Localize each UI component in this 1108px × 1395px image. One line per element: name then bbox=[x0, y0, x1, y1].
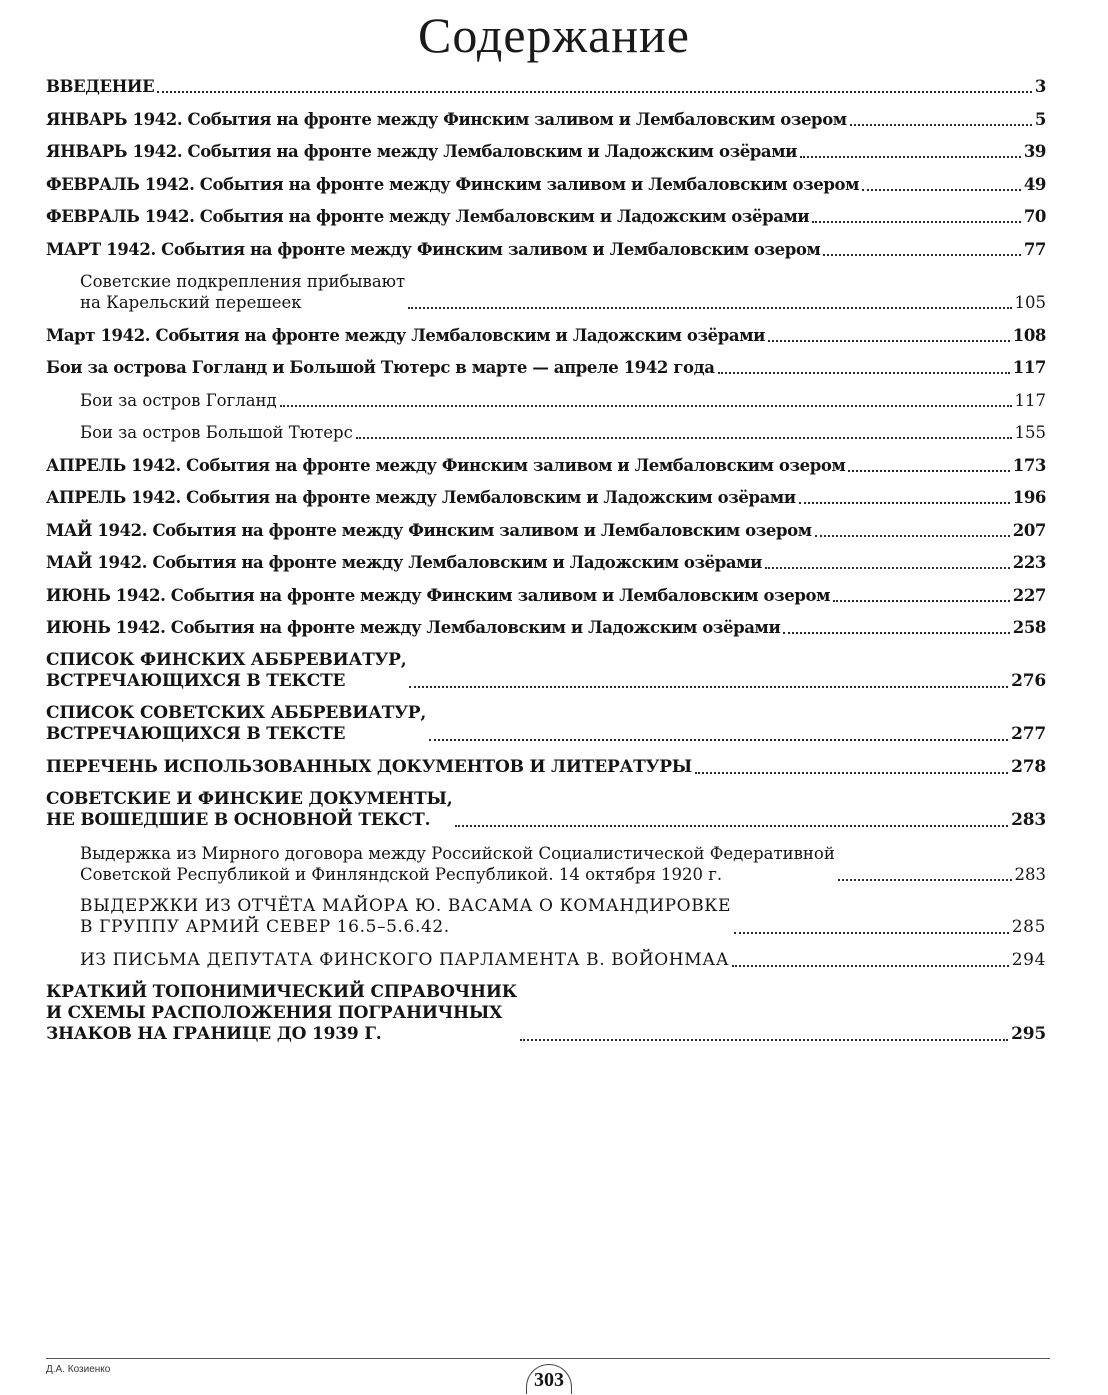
toc-entry-title-line: НЕ ВОШЕДШИЕ В ОСНОВНОЙ ТЕКСТ. bbox=[46, 810, 431, 830]
toc-entry-title-line: на Карельский перешеек bbox=[80, 293, 302, 312]
dot-leader bbox=[280, 405, 1012, 407]
toc-entry-page: 207 bbox=[1012, 520, 1046, 540]
toc-entry-title bbox=[46, 617, 780, 638]
toc-entry-title-line: Бои за остров Гогланд bbox=[80, 390, 277, 410]
toc-entry-title-line: МАРТ 1942. События на фронте между Финским заливом и Лембаловским озером bbox=[46, 239, 821, 259]
toc-entry-title bbox=[46, 552, 762, 573]
dot-leader bbox=[718, 372, 1010, 374]
toc-entry-title bbox=[46, 520, 812, 541]
toc-entry-title bbox=[46, 703, 426, 745]
toc-entry-title-line: СОВЕТСКИЕ И ФИНСКИЕ ДОКУМЕНТЫ, bbox=[46, 789, 453, 809]
toc-entry bbox=[46, 520, 1046, 541]
toc-entry bbox=[46, 617, 1046, 638]
toc-entry-title-line: ЯНВАРЬ 1942. События на фронте между Финским заливом и Лембаловским озером bbox=[46, 109, 847, 129]
footer-author: Д.А. Козиенко bbox=[46, 1364, 111, 1375]
toc-entry-title-line: ИЮНЬ 1942. События на фронте между Лембаловским и Ладожским озёрами bbox=[46, 618, 781, 637]
toc-entry-page: 258 bbox=[1012, 618, 1046, 637]
toc-entry-page: 173 bbox=[1012, 455, 1046, 475]
footer-rule bbox=[46, 1358, 1050, 1359]
toc-entry-page: 276 bbox=[1011, 670, 1046, 691]
dot-leader bbox=[157, 91, 1032, 93]
toc-entry-title-line: АПРЕЛЬ 1942. События на фронте между Лембаловским и Ладожским озёрами bbox=[46, 488, 796, 507]
toc-entry-page: 77 bbox=[1023, 239, 1046, 259]
toc-entry-page: 294 bbox=[1011, 949, 1046, 970]
toc-entry-page: 117 bbox=[1014, 390, 1046, 410]
dot-leader bbox=[520, 1039, 1008, 1041]
dot-leader bbox=[862, 189, 1021, 191]
toc-entry-title-line: ПЕРЕЧЕНЬ ИСПОЛЬЗОВАННЫХ ДОКУМЕНТОВ И ЛИТЕРАТУРЫ bbox=[46, 756, 693, 777]
toc-entry-title bbox=[46, 585, 830, 606]
toc-entry bbox=[46, 982, 1046, 1045]
dot-leader bbox=[838, 879, 1012, 881]
dot-leader bbox=[823, 254, 1020, 256]
toc-entry-title bbox=[80, 271, 405, 313]
toc-entry bbox=[46, 390, 1046, 411]
toc-entry-title-line: АПРЕЛЬ 1942. События на фронте между Финским заливом и Лембаловским озером bbox=[46, 455, 846, 475]
toc-entry-title-line: ФЕВРАЛЬ 1942. События на фронте между Финским заливом и Лембаловским озером bbox=[46, 174, 860, 194]
toc-entry-title bbox=[80, 950, 729, 971]
toc-entry bbox=[46, 585, 1046, 606]
toc-entry bbox=[46, 76, 1046, 97]
toc-entry-title-line: ЗНАКОВ НА ГРАНИЦЕ ДО 1939 Г. bbox=[46, 1024, 382, 1044]
dot-leader bbox=[815, 535, 1010, 537]
toc-entry-title-line: И СХЕМЫ РАСПОЛОЖЕНИЯ ПОГРАНИЧНЫХ bbox=[46, 1003, 503, 1023]
toc-entry-title bbox=[46, 357, 715, 378]
toc-entry bbox=[46, 650, 1046, 692]
toc-entry-title-line: В ГРУППУ АРМИЙ СЕВЕР 16.5–5.6.42. bbox=[80, 917, 450, 937]
toc-entry-title-line: ЯНВАРЬ 1942. События на фронте между Лембаловским и Ладожским озёрами bbox=[46, 142, 797, 161]
toc-entry-title-line: Советские подкрепления прибывают bbox=[80, 272, 406, 291]
toc-entry-page: 285 bbox=[1011, 917, 1046, 937]
toc-entry-title-line: ИЮНЬ 1942. События на фронте между Финским заливом и Лембаловским озером bbox=[46, 585, 831, 605]
toc-entry-title-line: Март 1942. События на фронте между Лембаловским и Ладожским озёрами bbox=[46, 325, 765, 345]
toc-entry-title bbox=[46, 455, 845, 476]
dot-leader bbox=[812, 221, 1021, 223]
toc-entry-title-line: ВСТРЕЧАЮЩИХСЯ В ТЕКСТЕ bbox=[46, 724, 346, 744]
toc-entry-title-line: СПИСОК СОВЕТСКИХ АББРЕВИАТУР, bbox=[46, 703, 427, 723]
table-of-contents bbox=[46, 76, 1046, 1057]
toc-entry-page: 117 bbox=[1012, 358, 1046, 377]
toc-entry bbox=[46, 325, 1046, 346]
toc-entry bbox=[46, 141, 1046, 162]
toc-entry bbox=[46, 757, 1046, 778]
dot-leader bbox=[783, 632, 1009, 634]
toc-entry-page: 108 bbox=[1012, 325, 1046, 345]
toc-entry bbox=[46, 950, 1046, 971]
dot-leader bbox=[768, 340, 1010, 342]
toc-entry bbox=[46, 896, 1046, 938]
toc-entry-title-line: Бои за острова Гогланд и Большой Тютерс в марте — апреле 1942 года bbox=[46, 358, 715, 377]
toc-entry-page: 283 bbox=[1011, 810, 1046, 830]
toc-entry-page: 155 bbox=[1014, 423, 1046, 442]
toc-entry-title bbox=[46, 206, 809, 227]
toc-entry bbox=[46, 109, 1046, 130]
toc-entry-title-line: Советской Республикой и Финляндской Республикой. 14 октября 1920 г. bbox=[80, 864, 723, 884]
toc-entry-title bbox=[80, 843, 835, 885]
toc-entry-page: 227 bbox=[1012, 585, 1046, 605]
toc-entry-title-line: КРАТКИЙ ТОПОНИМИЧЕСКИЙ СПРАВОЧНИК bbox=[46, 982, 517, 1002]
toc-entry-title bbox=[46, 757, 692, 778]
toc-entry-title-line: МАЙ 1942. События на фронте между Лембаловским и Ладожским озёрами bbox=[46, 553, 762, 572]
toc-entry-title bbox=[46, 174, 859, 195]
toc-entry-page: 105 bbox=[1014, 293, 1046, 312]
toc-entry-page: 5 bbox=[1034, 109, 1046, 129]
toc-entry-title bbox=[46, 109, 847, 130]
dot-leader bbox=[695, 772, 1008, 774]
toc-entry-title bbox=[46, 650, 406, 692]
toc-entry-title bbox=[80, 390, 277, 411]
dot-leader bbox=[429, 739, 1008, 741]
toc-entry-page: 283 bbox=[1014, 864, 1046, 884]
toc-entry-page: 3 bbox=[1034, 77, 1046, 96]
toc-entry-title-line: Бои за остров Большой Тютерс bbox=[80, 423, 353, 442]
toc-entry-title bbox=[46, 141, 797, 162]
dot-leader bbox=[356, 437, 1012, 439]
toc-entry-page: 223 bbox=[1012, 553, 1046, 572]
toc-entry bbox=[46, 206, 1046, 227]
page-title: Содержание bbox=[418, 7, 690, 63]
toc-entry-page: 70 bbox=[1023, 207, 1046, 226]
toc-entry-page: 39 bbox=[1023, 142, 1046, 161]
toc-entry-title-line: ВВЕДЕНИЕ bbox=[46, 77, 155, 96]
dot-leader bbox=[455, 825, 1008, 827]
toc-entry-title-line: МАЙ 1942. События на фронте между Финским заливом и Лембаловским озером bbox=[46, 520, 812, 540]
toc-entry bbox=[46, 789, 1046, 831]
toc-entry bbox=[46, 271, 1046, 313]
toc-entry-title bbox=[46, 789, 452, 831]
toc-entry-title-line: ВЫДЕРЖКИ ИЗ ОТЧЁТА МАЙОРА Ю. ВАСАМА О КОМАНДИРОВКЕ bbox=[80, 896, 732, 916]
toc-entry bbox=[46, 174, 1046, 195]
dot-leader bbox=[850, 124, 1032, 126]
toc-entry-title bbox=[46, 487, 796, 508]
toc-entry-title bbox=[80, 422, 353, 443]
toc-entry bbox=[46, 455, 1046, 476]
dot-leader bbox=[765, 567, 1010, 569]
toc-entry-title bbox=[46, 76, 154, 97]
toc-entry bbox=[46, 239, 1046, 260]
toc-entry-title-line: ИЗ ПИСЬМА ДЕПУТАТА ФИНСКОГО ПАРЛАМЕНТА В. ВОЙОНМАА bbox=[80, 949, 730, 970]
toc-entry-title bbox=[46, 325, 765, 346]
toc-entry-page: 278 bbox=[1011, 756, 1046, 777]
toc-entry bbox=[46, 422, 1046, 443]
toc-entry-title bbox=[46, 982, 517, 1045]
toc-entry bbox=[46, 703, 1046, 745]
toc-entry bbox=[46, 843, 1046, 885]
toc-entry bbox=[46, 487, 1046, 508]
dot-leader bbox=[734, 932, 1009, 934]
toc-entry-title-line: Выдержка из Мирного договора между Российской Социалистической Федеративной bbox=[80, 843, 835, 863]
dot-leader bbox=[732, 965, 1009, 967]
toc-entry-title-line: ФЕВРАЛЬ 1942. События на фронте между Лембаловским и Ладожским озёрами bbox=[46, 207, 810, 226]
toc-entry-page: 295 bbox=[1011, 1024, 1046, 1044]
dot-leader bbox=[799, 502, 1010, 504]
toc-entry-title-line: СПИСОК ФИНСКИХ АББРЕВИАТУР, bbox=[46, 649, 407, 670]
toc-entry bbox=[46, 552, 1046, 573]
toc-entry-title-line: ВСТРЕЧАЮЩИХСЯ В ТЕКСТЕ bbox=[46, 670, 346, 691]
toc-entry-page: 196 bbox=[1012, 488, 1046, 507]
dot-leader bbox=[833, 600, 1010, 602]
toc-entry bbox=[46, 357, 1046, 378]
page-number: 303 bbox=[526, 1364, 572, 1394]
dot-leader bbox=[800, 156, 1021, 158]
dot-leader bbox=[848, 470, 1009, 472]
dot-leader bbox=[409, 686, 1008, 688]
toc-entry-title bbox=[80, 896, 731, 938]
toc-entry-title bbox=[46, 239, 820, 260]
dot-leader bbox=[408, 307, 1011, 309]
toc-entry-page: 49 bbox=[1023, 174, 1046, 194]
toc-entry-page: 277 bbox=[1011, 724, 1046, 744]
